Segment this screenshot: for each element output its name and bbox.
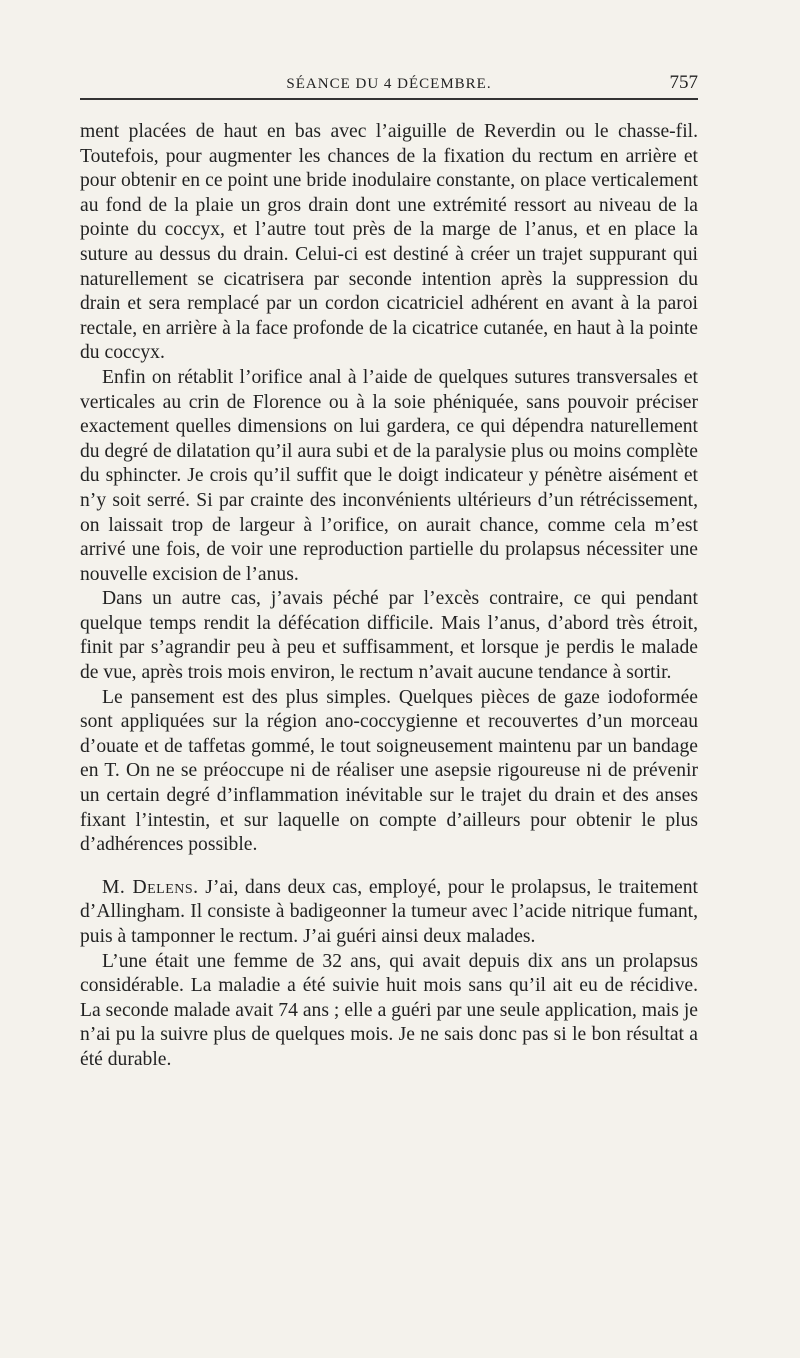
body-text — [80, 120, 698, 1073]
paragraph-cases: L’une était une femme de 32 ans, qui avait depuis dix ans un prolapsus considérable. La maladie a été suivie huit mois sans qu’il ait eu de récidive. La seconde malade avait 74 ans ; elle a guéri par une seule application, mais je n’ai pu la suivre plus de quelques mois. Je ne sais donc pas si le bon résultat a été durable. — [80, 950, 698, 1070]
paragraph-continuation: ment placées de haut en bas avec l’aiguille de Reverdin ou le chasse-fil. Toutefois, pour augmenter les chances de la fixation du rectum en arrière et pour obtenir en ce point une bride inodulaire constante, on place verticalement au fond de la plaie un gros drain dont une extrémité ressort au niveau de la pointe du coccyx, et l’autre tout près de la marge de l’anus, et en place la suture au dessus du drain. Celui-ci est destiné à créer un trajet suppurant qui naturellement se cicatrisera par seconde intention après la suppression du drain et sera remplacé par un cordon cicatriciel adhérent en avant à la paroi rectale, en arrière à la face profonde de la cicatrice cutanée, en haut à la pointe du coccyx. — [80, 121, 698, 364]
paragraph-orifice: Enfin on rétablit l’orifice anal à l’aide de quelques sutures transversales et verticales au crin de Florence ou à la soie phéniquée, sans pouvoir préciser exactement quelles dimensions on lui gardera, ce qui dépendra naturellement du degré de dilatation qu’il aura subi et de la paralysie plus ou moins complète du sphincter. Je crois qu’il suffit que le doigt indicateur y pénètre aisément et n’y soit serré. Si par crainte des inconvénients ultérieurs d’un rétrécissement, on laissait trop de largeur à l’orifice, on aurait chance, comme cela m’est arrivé une fois, de voir une reproduction partielle du prolapsus nécessiter une nouvelle excision de l’anus. — [80, 366, 698, 585]
paragraph-delens — [80, 876, 698, 950]
running-header — [80, 72, 698, 100]
speaker-name: M. Delens. — [102, 876, 199, 898]
page-number: 757 — [669, 72, 698, 93]
paragraph-other-case: Dans un autre cas, j’avais péché par l’excès contraire, ce qui pendant quelque temps rendit la défécation difficile. Mais l’anus, d’abord très étroit, finit par s’agrandir peu à peu et suffisamment, et lorsque je perdis le malade de vue, après trois mois environ, le rectum n’avait aucune tendance à sortir. — [80, 588, 698, 684]
delens-text: J’ai, dans deux cas, employé, pour le prolapsus, le traitement d’Allingham. Il consiste à badigeonner la tumeur avec l’acide nitrique fumant, puis à tamponner le rectum. J’ai guéri ainsi deux malades. — [80, 876, 698, 947]
paragraph-dressing: Le pansement est des plus simples. Quelques pièces de gaze iodoformée sont appliquées sur la région ano-coccygienne et recouvertes d’un morceau d’ouate et de taffetas gommé, le tout soigneusement maintenu par un bandage en T. On ne se préoccupe ni de réaliser une asepsie rigoureuse ni de prévenir un certain degré d’inflammation inévitable sur le trajet du drain et des anses fixant l’intestin, et sur laquelle on compte d’ailleurs pour obtenir le plus d’adhérences possible. — [80, 686, 698, 856]
running-title: SÉANCE DU 4 DÉCEMBRE. — [286, 76, 492, 92]
